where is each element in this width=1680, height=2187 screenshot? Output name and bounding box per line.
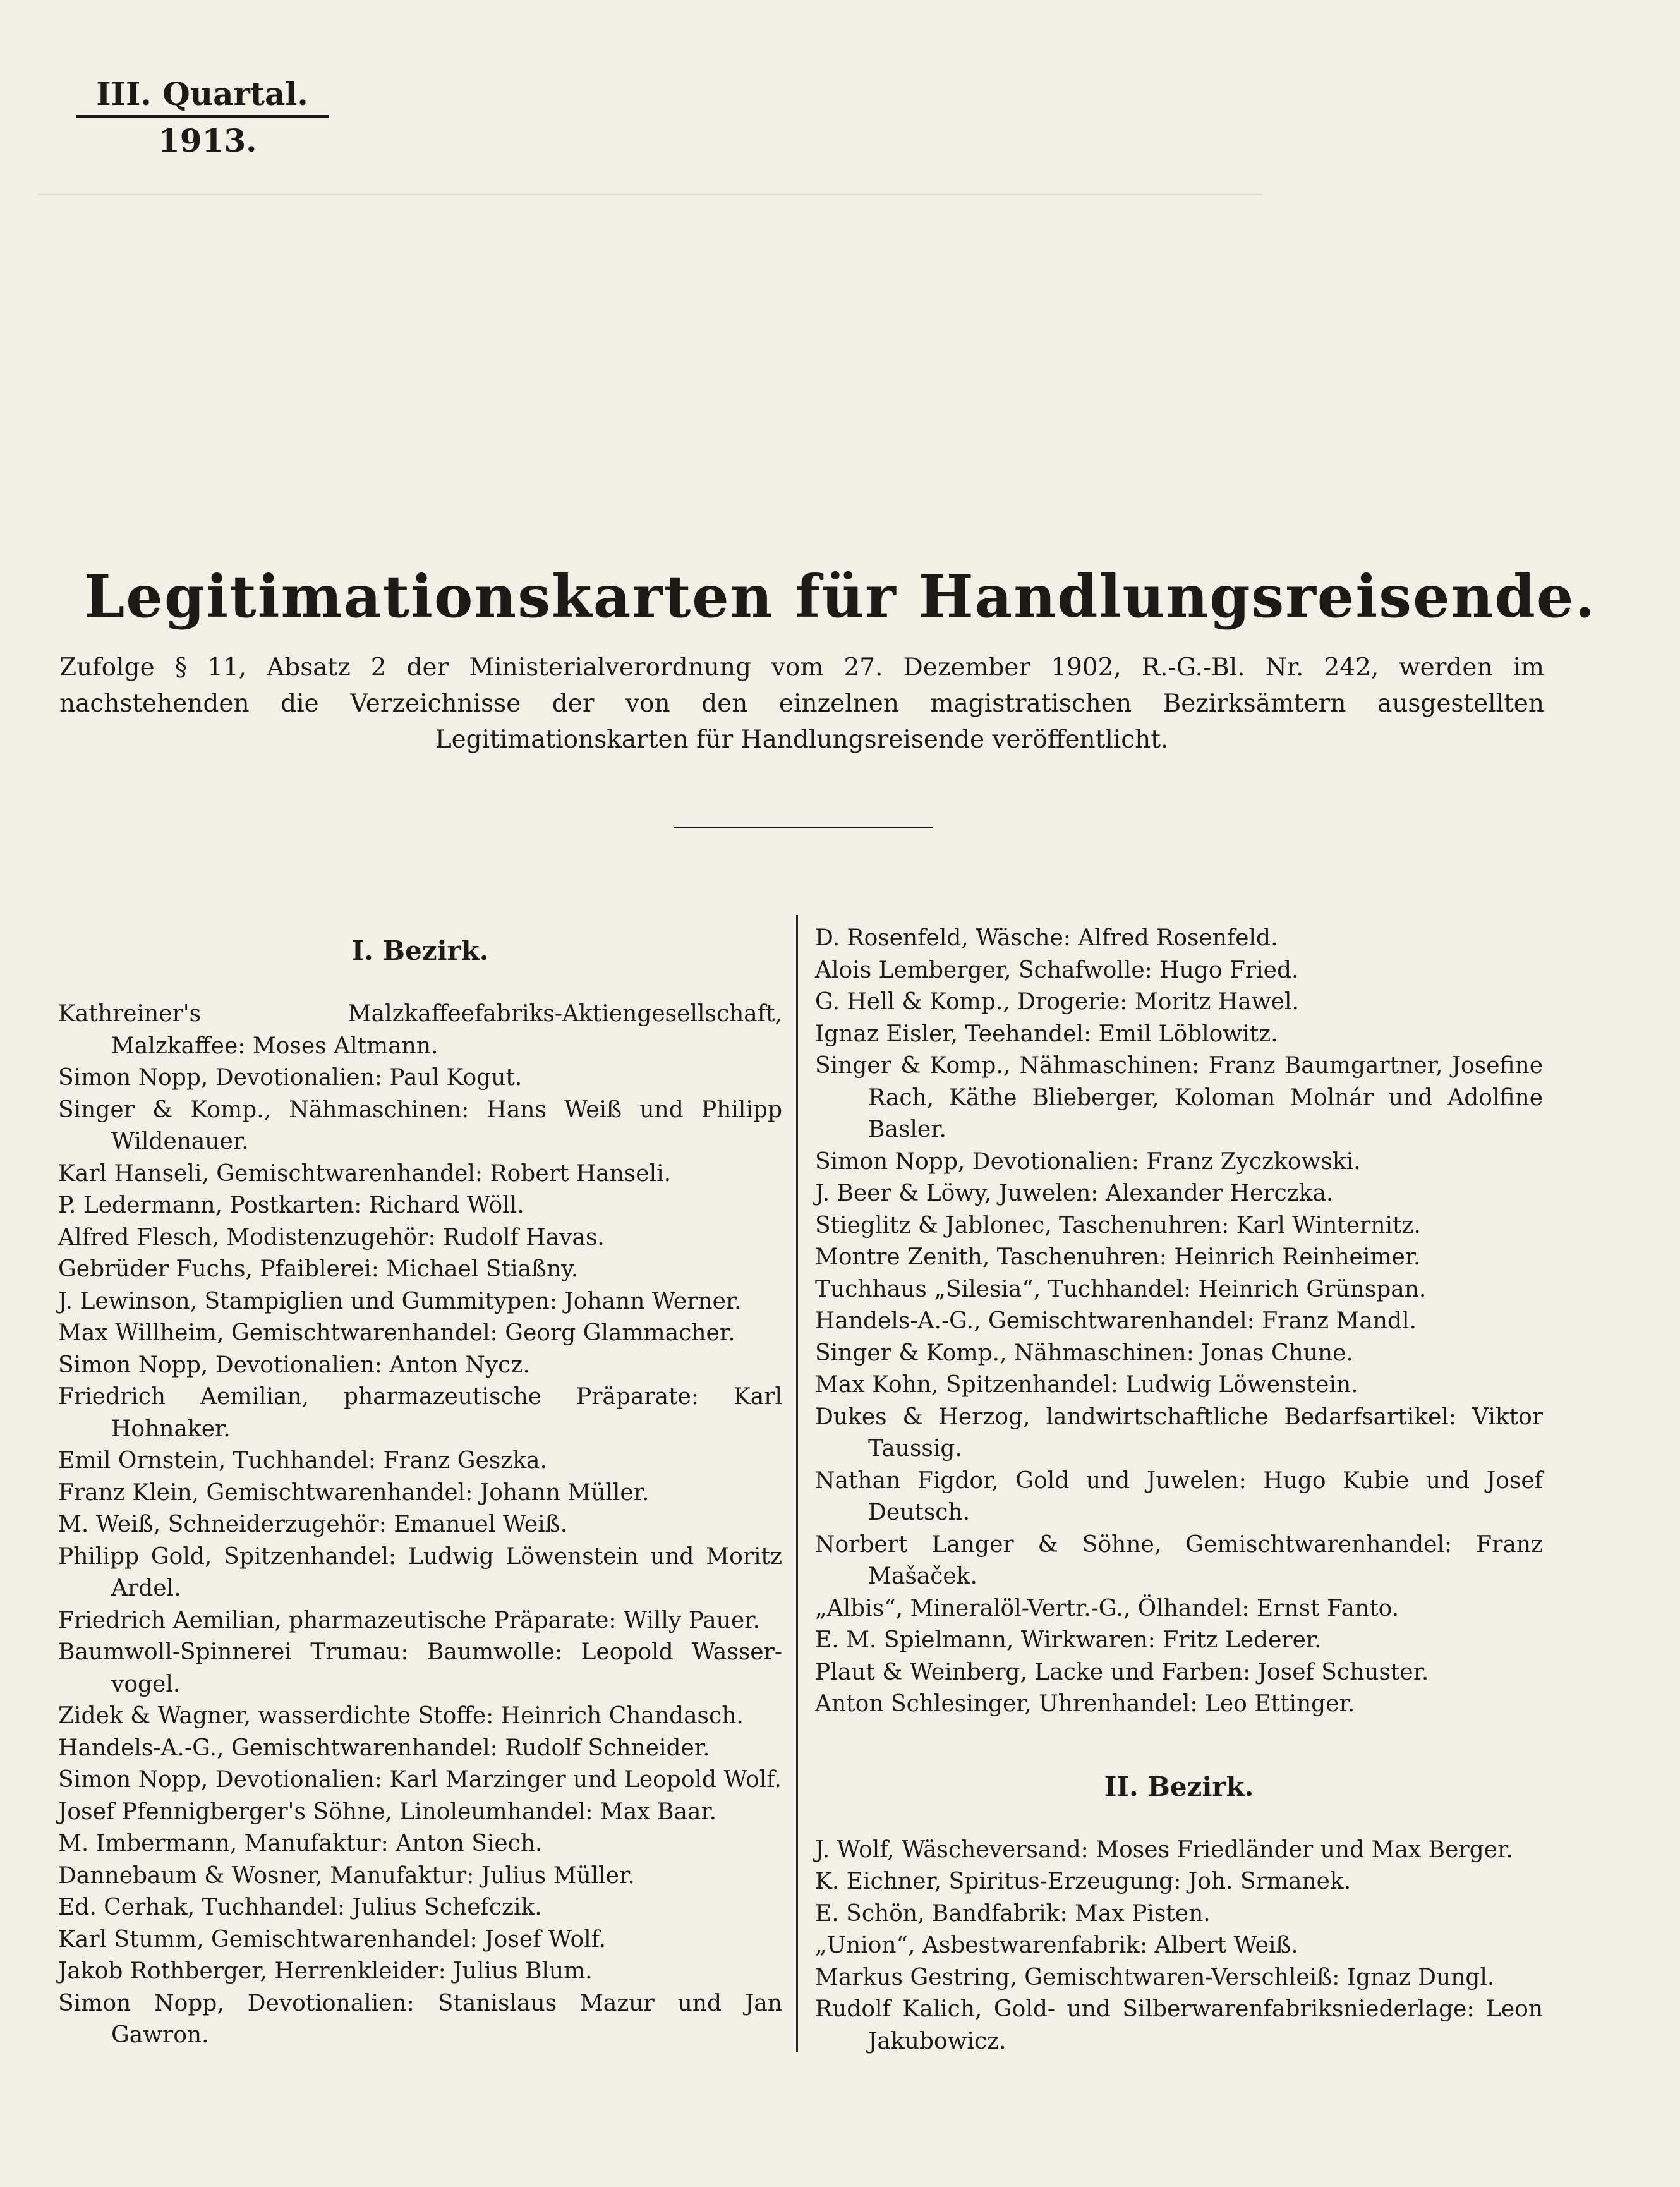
list-item: P. Ledermann, Postkarten: Richard Wöll. <box>58 1192 524 1218</box>
list-item: Markus Gestring, Gemischtwaren-Verschleiß: Ignaz Dungl. <box>815 1964 1495 1990</box>
list-item: Handels-A.-G., Gemischtwarenhandel: Franz Mandl. <box>815 1308 1417 1334</box>
list-item: Handels-A.-G., Gemischtwarenhandel: Rudolf Schneider. <box>58 1735 710 1761</box>
list-item: Nathan Figdor, Gold und Juwelen: Hugo Kubie und Josef Deutsch. <box>815 1467 1543 1525</box>
list-item: G. Hell & Komp., Drogerie: Moritz Hawel. <box>815 989 1299 1015</box>
list-item: Simon Nopp, Devotionalien: Stanislaus Mazur und Jan Gawron. <box>58 1990 782 2048</box>
intro-paragraph: Zufolge § 11, Absatz 2 der Ministerialverordnung vom 27. Dezember 1902, R.-G.-Bl. Nr. 242, werden im nachstehenden die Verzeichnisse der von den einzelnen magistratischen Bezirksämtern ausgestellten Legitimationskarten für Handlungsreisende veröffentlicht. <box>59 653 1544 754</box>
list-item: E. Schön, Bandfabrik: Max Pisten. <box>815 1900 1211 1927</box>
list-item: Norbert Langer & Söhne, Gemischtwarenhandel: Franz Mašaček. <box>815 1531 1543 1589</box>
list-item: Philipp Gold, Spitzenhandel: Ludwig Löwenstein und Moritz Ardel. <box>58 1543 782 1601</box>
district-1-list <box>58 998 782 2052</box>
list-item: Simon Nopp, Devotionalien: Karl Marzinger und Leopold Wolf. <box>58 1767 782 1793</box>
list-item: Rudolf Kalich, Gold- und Silberwarenfabriksniederlage: Leon Jakubowicz. <box>815 1996 1543 2054</box>
district-1-list-continued <box>815 923 1543 1721</box>
list-item: J. Lewinson, Stampiglien und Gummitypen: Johann Werner. <box>58 1288 742 1314</box>
list-item: Dannebaum & Wosner, Manufaktur: Julius Müller. <box>58 1862 635 1889</box>
list-item: Singer & Komp., Nähmaschinen: Hans Weiß und Philipp Wildenauer. <box>58 1096 782 1154</box>
list-item: Alois Lemberger, Schafwolle: Hugo Fried. <box>815 957 1299 983</box>
show-through-texture: ――――――――――――――――――――――――――――――――――――――――――――――――――――――――― <box>38 181 1262 206</box>
list-item: Baumwoll-Spinnerei Trumau: Baumwolle: Leopold Wasser-vogel. <box>58 1639 782 1697</box>
list-item: Singer & Komp., Nähmaschinen: Jonas Chune. <box>815 1340 1353 1366</box>
list-item: Karl Stumm, Gemischtwarenhandel: Josef Wolf. <box>58 1926 607 1953</box>
list-item: Tuchhaus „Silesia“, Tuchhandel: Heinrich Grünspan. <box>815 1276 1427 1302</box>
list-item: Friedrich Aemilian, pharmazeutische Präparate: Willy Pauer. <box>58 1607 760 1633</box>
quarter-header <box>76 75 329 161</box>
list-item: Franz Klein, Gemischtwarenhandel: Johann Müller. <box>58 1479 650 1506</box>
list-item: Josef Pfennigberger's Söhne, Linoleumhandel: Max Baar. <box>58 1798 717 1825</box>
list-item: J. Beer & Löwy, Juwelen: Alexander Herczka. <box>815 1180 1334 1206</box>
quarter-label: III. Quartal. <box>76 75 329 118</box>
list-item: Alfred Flesch, Modistenzugehör: Rudolf Havas. <box>58 1224 605 1251</box>
list-item: E. M. Spielmann, Wirkwaren: Fritz Lederer. <box>815 1627 1322 1653</box>
list-item: Jakob Rothberger, Herrenkleider: Julius Blum. <box>58 1958 593 1984</box>
list-item: Emil Ornstein, Tuchhandel: Franz Geszka. <box>58 1448 547 1474</box>
list-item: D. Rosenfeld, Wäsche: Alfred Rosenfeld. <box>815 925 1278 951</box>
district-2-list <box>815 1834 1543 2058</box>
list-item: Dukes & Herzog, landwirtschaftliche Bedarfsartikel: Viktor Taussig. <box>815 1403 1543 1462</box>
list-item: J. Wolf, Wäscheversand: Moses Friedländer und Max Berger. <box>815 1836 1513 1863</box>
list-item: Montre Zenith, Taschenuhren: Heinrich Reinheimer. <box>815 1244 1421 1270</box>
list-item: Zidek & Wagner, wasserdichte Stoffe: Heinrich Chandasch. <box>58 1703 744 1729</box>
list-item: Ignaz Eisler, Teehandel: Emil Löblowitz. <box>815 1021 1278 1047</box>
list-item: Kathreiner's Malzkaffeefabriks-Aktiengesellschaft, Malzkaffee: Moses Altmann. <box>58 1001 782 1059</box>
list-item: Friedrich Aemilian, pharmazeutische Präparate: Karl Hohnaker. <box>58 1384 782 1442</box>
list-item: Gebrüder Fuchs, Pfaiblerei: Michael Stiaßny. <box>58 1256 579 1282</box>
list-item: Plaut & Weinberg, Lacke und Farben: Josef Schuster. <box>815 1659 1429 1685</box>
district-heading-1: I. Bezirk. <box>351 935 489 966</box>
list-item: Singer & Komp., Nähmaschinen: Franz Baumgartner, Josefine Rach, Käthe Blieberger, Koloman Molnár und Adolfine Basler. <box>815 1053 1543 1142</box>
left-column <box>58 929 782 2052</box>
list-item: Stieglitz & Jablonec, Taschenuhren: Karl Winternitz. <box>815 1212 1421 1239</box>
district-heading-2: II. Bezirk. <box>1104 1771 1254 1802</box>
list-item: Karl Hanseli, Gemischtwarenhandel: Robert Hanseli. <box>58 1160 672 1187</box>
year-label: 1913. <box>158 122 257 159</box>
list-item: Simon Nopp, Devotionalien: Franz Zyczkowski. <box>815 1148 1361 1175</box>
list-item: M. Weiß, Schneiderzugehör: Emanuel Weiß. <box>58 1512 568 1537</box>
column-divider <box>796 915 798 2052</box>
separator-rule <box>674 827 933 828</box>
list-item: Simon Nopp, Devotionalien: Anton Nycz. <box>58 1352 530 1378</box>
list-item: „Albis“, Mineralöl-Vertr.-G., Ölhandel: Ernst Fanto. <box>815 1595 1399 1621</box>
right-column <box>815 923 1543 2057</box>
list-item: Simon Nopp, Devotionalien: Paul Kogut. <box>58 1065 523 1091</box>
list-item: M. Imbermann, Manufaktur: Anton Siech. <box>58 1831 543 1857</box>
list-item: K. Eichner, Spiritus-Erzeugung: Joh. Srmanek. <box>815 1869 1351 1894</box>
page-title: Legitimationskarten für Handlungsreisende. <box>83 562 1597 631</box>
list-item: Ed. Cerhak, Tuchhandel: Julius Schefczik. <box>58 1894 542 1920</box>
list-item: Max Kohn, Spitzenhandel: Ludwig Löwenstein. <box>815 1372 1358 1398</box>
list-item: Max Willheim, Gemischtwarenhandel: Georg Glammacher. <box>58 1320 735 1346</box>
list-item: „Union“, Asbestwarenfabrik: Albert Weiß. <box>815 1932 1298 1958</box>
list-item: Anton Schlesinger, Uhrenhandel: Leo Ettinger. <box>815 1691 1355 1717</box>
